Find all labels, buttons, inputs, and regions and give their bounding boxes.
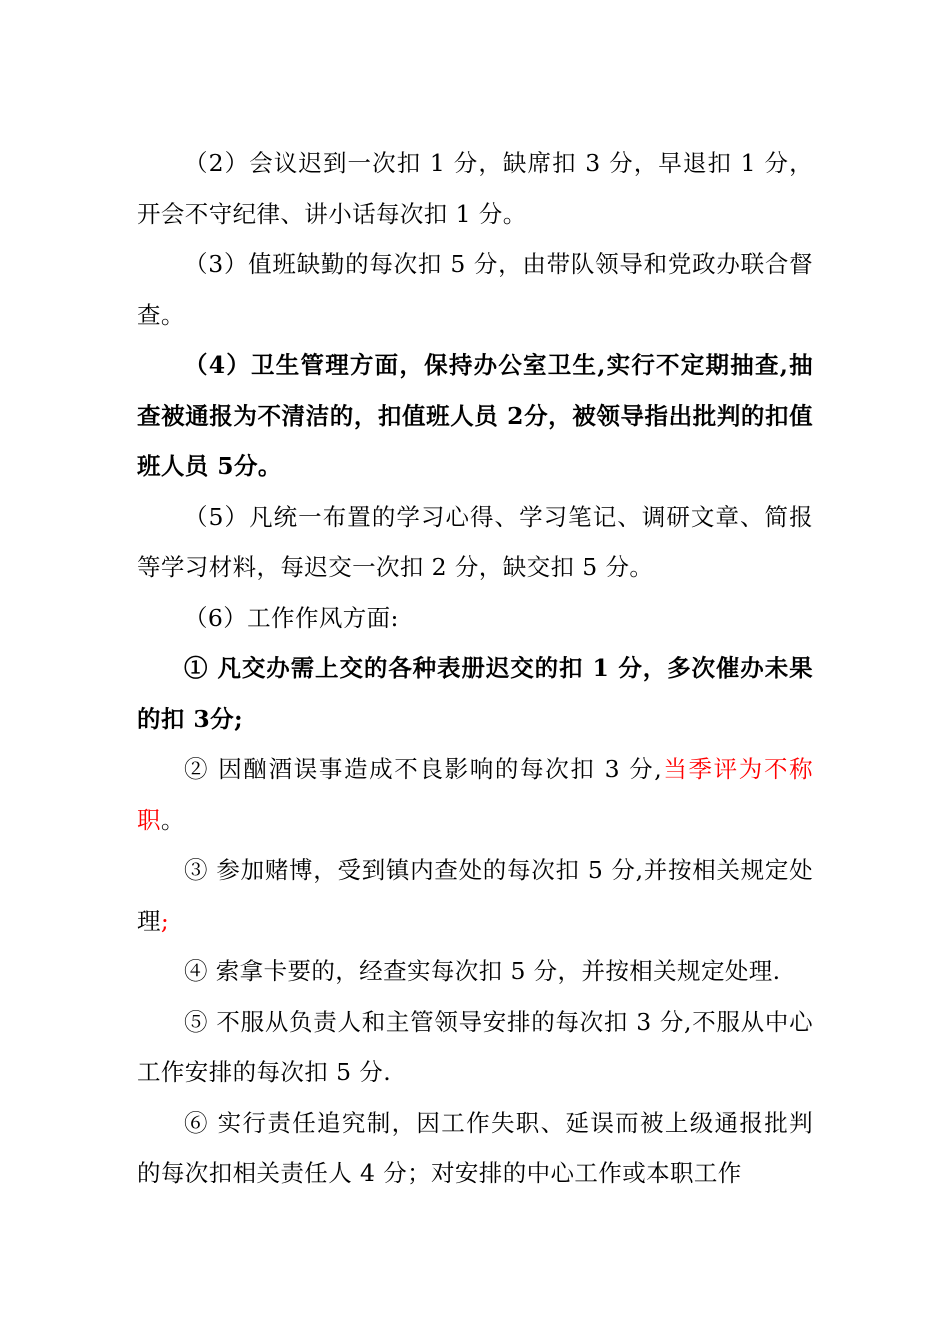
item-extortion: ④ 索拿卡要的，经查实每次扣 5 分，并按相关规定处理.: [184, 957, 781, 985]
item-disobedience: ⑤ 不服从负责人和主管领导安排的每次扣 3 分,不服从中心工作安排的每次扣 5 分.: [137, 1007, 813, 1086]
paragraph-meeting-rules: （2）会议迟到一次扣 1 分，缺席扣 3 分，早退扣 1 分，开会不守纪律、讲小话每次扣 1 分。: [137, 149, 813, 228]
paragraph-hygiene-management: （4）卫生管理方面，保持办公室卫生,实行不定期抽查,抽查被通报为不清洁的，扣值班人员 2分，被领导指出批判的扣值班人员 5分。: [137, 351, 813, 480]
item-drinking: [137, 744, 813, 845]
item-drinking-red-text: 当季评为不称职: [137, 755, 813, 834]
item-drinking-text: ② 因酗酒误事造成不良影响的每次扣 3 分,: [184, 755, 663, 783]
item-drinking-tail: 。: [160, 805, 185, 834]
paragraph-work-style-heading: （6）工作作风方面:: [184, 603, 399, 632]
document-body: [137, 138, 813, 1199]
item-gambling-red-mark: ;: [160, 906, 170, 935]
item-accountability: ⑥ 实行责任追究制，因工作失职、延误而被上级通报批判的每次扣相关责任人 4 分；对安排的中心工作或本职工作: [137, 1108, 813, 1187]
item-gambling: [137, 845, 813, 946]
paragraph-duty-absence: （3）值班缺勤的每次扣 5 分，由带队领导和党政办联合督查。: [137, 250, 813, 329]
item-gambling-text: ③ 参加赌博，受到镇内查处的每次扣 5 分,并按相关规定处理: [137, 856, 813, 935]
item-late-forms: ① 凡交办需上交的各种表册迟交的扣 1 分，多次催办未果的扣 3分;: [137, 654, 813, 733]
paragraph-study-materials: （5）凡统一布置的学习心得、学习笔记、调研文章、简报等学习材料，每迟交一次扣 2 分，缺交扣 5 分。: [137, 502, 813, 581]
